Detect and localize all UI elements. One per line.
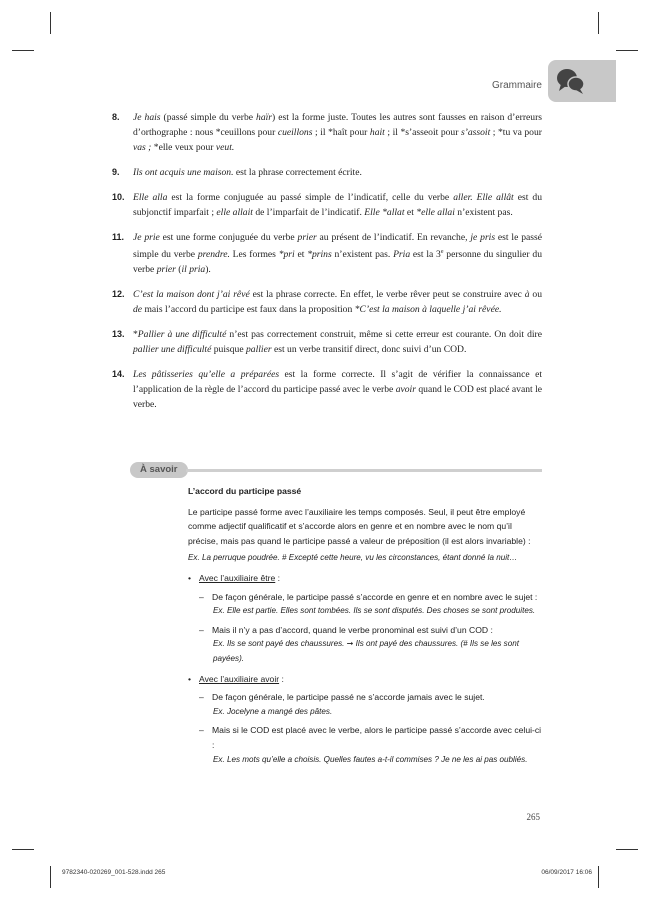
example-text: Ex. Elle est partie. Elles sont tombées. Ils se sont disputés. Des choses se sont produites. xyxy=(213,606,536,616)
answer-text-part: est la phrase correctement écrite. xyxy=(233,167,362,178)
bullet-icon: • xyxy=(188,673,192,684)
answer-text-part: ; il *s’asseoit pour xyxy=(384,127,461,138)
dash-icon: – xyxy=(199,692,204,703)
answer-text-part: aller. Elle allât xyxy=(453,192,514,203)
answer-text-part: *prins xyxy=(307,249,332,261)
answer-text-part: avoir xyxy=(395,384,416,396)
answer-text-part: n’existent pas. xyxy=(454,207,513,218)
answer-text-part: est la phrase correcte. En effet, le verbe rêver peut se construire avec xyxy=(249,289,525,301)
dash-icon: – xyxy=(199,725,204,736)
answer-text-part: Pria xyxy=(393,249,411,261)
a-savoir-rule xyxy=(186,469,542,472)
answer-text-part: Je hais xyxy=(133,112,161,123)
print-slug-file: 9782340-020269_001-528.indd 265 xyxy=(62,869,166,876)
answer-text-part: est du subjonctif imparfait ; xyxy=(133,192,542,218)
answer-text-part: personne du singulier du verbe xyxy=(133,249,542,276)
answer-text-part: (passé simple du verbe xyxy=(160,112,257,123)
answer-item xyxy=(112,190,542,220)
bullet-avoir: • Avec l’auxiliaire avoir : xyxy=(188,672,542,687)
answer-text-part: et xyxy=(294,249,308,261)
answer-item xyxy=(112,110,542,155)
answer-item xyxy=(112,165,542,180)
answer-text-part: prier xyxy=(156,264,176,276)
example-text xyxy=(212,637,542,666)
answer-item xyxy=(112,367,542,412)
answer-text-part: n’est pas correctement construit, même si cette erreur est courante. On doit dire xyxy=(226,329,542,341)
example-text: Ex. La perruque poudrée. # Excepté cette heure, vu les circonstances, étant donné la nuit… xyxy=(188,553,518,563)
answer-text xyxy=(133,110,542,155)
answer-text-part: Elle *allat xyxy=(364,207,405,218)
bullet-heading: Avec l’auxiliaire être xyxy=(199,572,276,583)
answer-text-part: je pris xyxy=(470,232,496,243)
crop-mark xyxy=(616,50,638,51)
answer-number: 9. xyxy=(112,167,120,177)
answer-text-part: *pri xyxy=(278,249,295,261)
answer-text-part: * xyxy=(133,329,138,341)
answer-text-part: haïr xyxy=(256,112,273,123)
answer-text-part: ). xyxy=(205,264,211,276)
a-savoir-badge: À savoir xyxy=(130,462,188,478)
answer-text-part: Ils ont acquis une maison. xyxy=(133,167,234,178)
example-text: Ex. Jocelyne a mangé des pâtes. xyxy=(213,706,333,716)
answer-text-part: hait xyxy=(369,127,385,138)
crop-mark xyxy=(50,866,51,888)
crop-mark xyxy=(50,12,51,34)
section-title: Grammaire xyxy=(491,80,542,91)
answer-text-part: Je prie xyxy=(133,232,160,243)
answer-text-part: et xyxy=(404,207,417,218)
answer-text xyxy=(133,287,542,317)
section-tab xyxy=(548,60,616,102)
rule-item xyxy=(199,723,542,767)
answer-text xyxy=(133,190,542,220)
answer-item xyxy=(112,327,542,357)
answer-text-part: est la forme conjuguée au passé simple de l’indicatif, celle du verbe xyxy=(167,192,454,203)
answer-text-part: de xyxy=(133,304,143,316)
answer-number: 8. xyxy=(112,112,120,122)
answer-text-part: à xyxy=(524,289,530,301)
answer-text-part: mais l’accord du participe est faux dans la proposition xyxy=(142,304,355,316)
answer-list xyxy=(112,110,542,422)
answer-item xyxy=(112,230,542,277)
answer-text-part: ) est la forme juste. Toutes les autres sont fausses en raison d’erreurs d’orthographe : nous *ceuillons pour xyxy=(133,112,542,138)
answer-text-part: s’assoit xyxy=(460,127,491,138)
answer-text-part: pallier une difficulté xyxy=(133,344,212,356)
example-part: Ils ont payé des chaussures. (# Ils se les sont payées). xyxy=(213,639,519,663)
a-savoir-intro: Le participe passé forme avec l’auxiliaire les temps composés. Seul, il peut être employé comme adjectif qualificatif et s’accorde alors en genre et en nombre avec le nom qu’il précise, mais pas quand le participe passé a valeur de préposition (il est alors invariable) : xyxy=(188,506,531,546)
answer-text-part: vas ; xyxy=(133,142,152,153)
crop-mark xyxy=(616,849,638,850)
answer-number: 12. xyxy=(112,289,125,300)
answer-text xyxy=(133,327,542,357)
answer-text-part: est la forme correcte. Il s’agit de vérifier la connaissance et l’application de la règle de l’accord du participe passé avec le verbe xyxy=(133,369,542,396)
arrow-icon: ➞ xyxy=(346,639,356,649)
answer-text-part: Elle alla xyxy=(133,192,168,203)
answer-text-part: e xyxy=(440,249,444,255)
answer-text-part: ; *tu va pour xyxy=(490,127,542,138)
answer-text-part: prendre. xyxy=(197,249,230,261)
answer-text xyxy=(133,230,542,277)
answer-text-part: cueillons xyxy=(277,127,313,138)
answer-item xyxy=(112,287,542,317)
answer-text-part: n’existent pas. xyxy=(331,249,394,261)
dash-icon: – xyxy=(199,624,204,635)
page-number: 265 xyxy=(526,812,540,822)
answer-text-part: au présent de l’indicatif. En revanche, xyxy=(316,232,471,243)
answer-text-part: C’est la maison dont j’ai rêvé xyxy=(133,289,250,301)
answer-text-part: veut. xyxy=(215,142,235,153)
example-part: Ex. Ils se sont payé des chaussures. xyxy=(213,639,345,649)
answer-text-part: est un verbe transitif direct, donc suivi d’un COD. xyxy=(271,344,467,356)
answer-text-part: quand le COD est placé avant le verbe. xyxy=(133,384,542,411)
crop-mark xyxy=(598,12,599,34)
answer-text xyxy=(133,165,542,180)
crop-mark xyxy=(598,866,599,888)
answer-text-part: pallier xyxy=(246,344,272,356)
a-savoir-box xyxy=(130,462,542,767)
answer-number: 10. xyxy=(112,192,125,202)
rule-text: De façon générale, le participe passé ne s’accorde jamais avec le sujet. xyxy=(212,692,485,703)
rule-text: Mais il n’y a pas d’accord, quand le verbe pronominal est suivi d’un COD : xyxy=(212,624,493,635)
answer-text-part: puisque xyxy=(211,344,246,356)
answer-text-part: ou xyxy=(529,289,543,301)
bullet-heading: Avec l’auxiliaire avoir xyxy=(199,673,280,684)
answer-text-part: *C’est la maison à laquelle j’ai rêvée. xyxy=(354,304,502,316)
answer-text-part: *elle allai xyxy=(416,207,455,218)
rule-item xyxy=(199,690,542,719)
answer-text-part: prier xyxy=(297,232,317,243)
bullet-etre: • Avec l’auxiliaire être : xyxy=(188,571,542,586)
answer-text-part: Les pâtisseries qu’elle a préparées xyxy=(133,369,280,381)
answer-text-part: il pria xyxy=(181,264,206,276)
answer-text-part: est une forme conjuguée du verbe xyxy=(159,232,298,243)
answer-text-part: elle allait xyxy=(216,207,253,218)
rule-item xyxy=(199,623,542,667)
answer-text-part: est la 3 xyxy=(410,249,441,261)
rule-item xyxy=(199,590,542,619)
a-savoir-title: L’accord du participe passé xyxy=(188,486,302,496)
answer-text-part: Pallier à une difficulté xyxy=(137,329,227,341)
dash-icon: – xyxy=(199,591,204,602)
crop-mark xyxy=(12,50,34,51)
rule-text: De façon générale, le participe passé s’accorde en genre et en nombre avec le sujet : xyxy=(212,591,538,602)
answer-text-part: *elle veux pour xyxy=(151,142,216,153)
speech-bubbles-icon xyxy=(556,67,586,95)
example-text: Ex. Les mots qu’elle a choisis. Quelles fautes a-t-il commises ? Je ne les ai pas oubliés. xyxy=(213,754,528,764)
bullet-icon: • xyxy=(188,572,192,583)
answer-number: 13. xyxy=(112,329,125,340)
answer-text-part: Les formes xyxy=(229,249,279,261)
answer-number: 11. xyxy=(112,232,125,242)
crop-mark xyxy=(12,849,34,850)
answer-text-part: est le passé simple du verbe xyxy=(133,232,542,261)
answer-number: 14. xyxy=(112,369,125,380)
answer-text-part: ( xyxy=(175,264,182,276)
print-slug-datetime: 06/09/2017 16:06 xyxy=(541,869,592,876)
answer-text xyxy=(133,367,542,412)
answer-text-part: ; il *haît pour xyxy=(312,127,370,138)
rule-text: Mais si le COD est placé avec le verbe, alors le participe passé s’accorde avec celui-ci : xyxy=(212,725,542,750)
answer-text-part: de l’imparfait de l’indicatif. xyxy=(252,207,365,218)
